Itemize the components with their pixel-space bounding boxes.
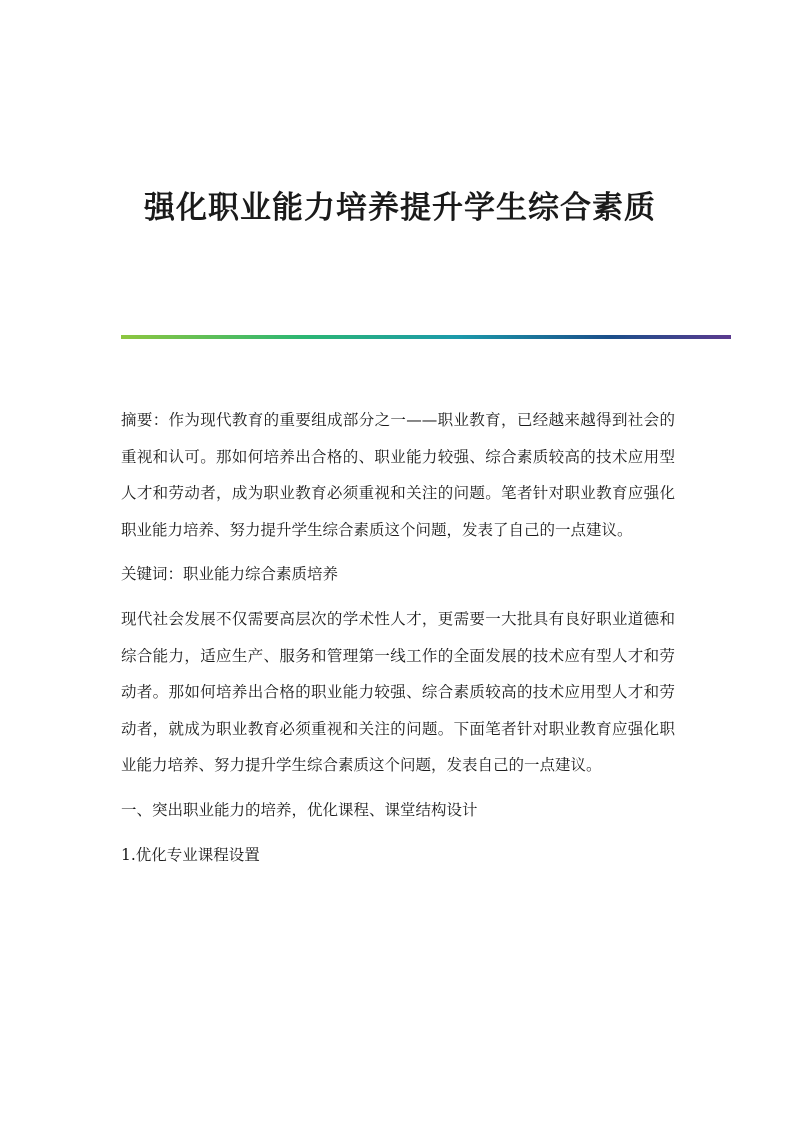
document-body: [121, 402, 675, 873]
section-heading: 一、突出职业能力的培养，优化课程、课堂结构设计: [121, 800, 478, 819]
subsection-heading: 1.优化专业课程设置: [121, 845, 260, 864]
title-divider: [121, 335, 731, 339]
intro-paragraph: 现代社会发展不仅需要高层次的学术性人才，更需要一大批具有良好职业道德和综合能力，适应生产、服务和管理第一线工作的全面发展的技术应有型人才和劳动者。那如何培养出合格的职业能力较强、综合素质较高的技术应用型人才和劳动者，就成为职业教育必须重视和关注的问题。下面笔者针对职业教育应强化职业能力培养、努力提升学生综合素质这个问题，发表自己的一点建议。: [121, 609, 675, 775]
abstract-paragraph: 摘要：作为现代教育的重要组成部分之一——职业教育，已经越来越得到社会的重视和认可。那如何培养出合格的、职业能力较强、综合素质较高的技术应用型人才和劳动者，成为职业教育必须重视和关注的问题。笔者针对职业教育应强化职业能力培养、努力提升学生综合素质这个问题，发表了自己的一点建议。: [121, 411, 675, 539]
keywords-line: 关键词：职业能力综合素质培养: [121, 565, 339, 584]
document-title: 强化职业能力培养提升学生综合素质: [144, 190, 656, 226]
